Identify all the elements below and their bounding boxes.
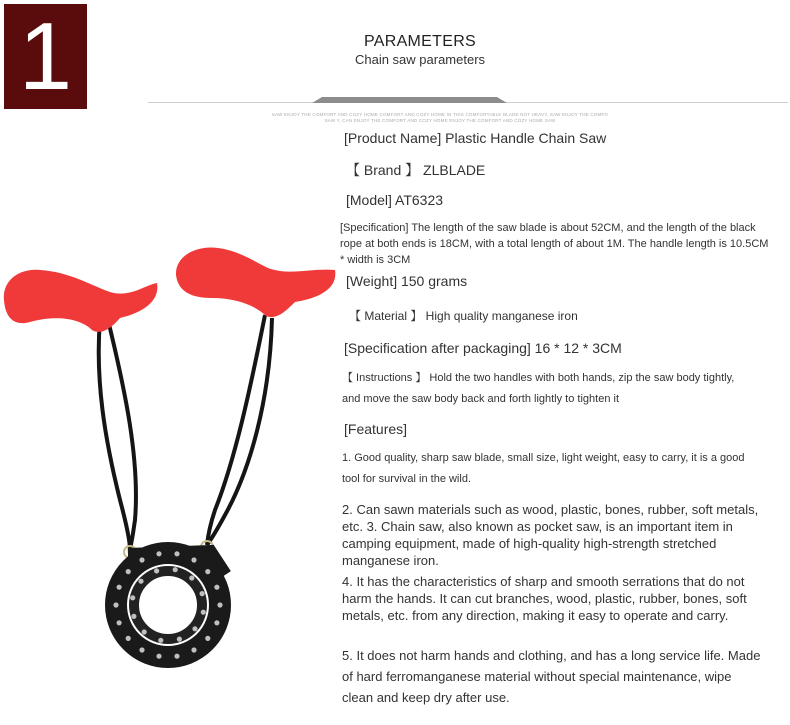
chain-rivet bbox=[205, 569, 210, 574]
chain-rivet bbox=[130, 595, 135, 600]
chain-rivet bbox=[156, 654, 161, 659]
spec-material: 【 Material 】 High quality manganese iron bbox=[349, 309, 578, 323]
chain-rivet bbox=[174, 654, 179, 659]
chain-rivet bbox=[217, 602, 222, 607]
chain-rivet bbox=[177, 637, 182, 642]
chain-rivet bbox=[201, 610, 206, 615]
chain-rivet bbox=[113, 602, 118, 607]
fine-print-line-2: SAW Y, CAN ENJOY THE COMFORT AND COZY HOME ENJOY THE COMFORT AND COZY HOME SAW bbox=[324, 118, 556, 123]
chain-rivet bbox=[158, 638, 163, 643]
page-subtitle: Chain saw parameters bbox=[354, 52, 486, 67]
chain-rivet bbox=[156, 551, 161, 556]
chain-coil bbox=[116, 552, 225, 657]
chain-rivet bbox=[126, 569, 131, 574]
spec-instructions: 【 Instructions 】 Hold the two handles with both hands, zip the saw body tightly, and move the saw body back and forth lightly to tighten it bbox=[342, 372, 735, 405]
spec-packaging: [Specification after packaging] 16 * 12 * 3CM bbox=[344, 340, 622, 356]
right-handle bbox=[176, 247, 335, 317]
features-heading: [Features] bbox=[344, 421, 408, 437]
page-title: PARAMETERS bbox=[363, 33, 477, 50]
spec-product-name: [Product Name] Plastic Handle Chain Saw bbox=[344, 130, 607, 146]
chain-rivet bbox=[214, 585, 219, 590]
chain-rivet bbox=[191, 557, 196, 562]
feature-1: 1. Good quality, sharp saw blade, small size, light weight, easy to carry, it is a good tool for survival in the wild. bbox=[342, 452, 745, 485]
chain-rivet bbox=[154, 568, 159, 573]
chain-rivet bbox=[117, 585, 122, 590]
chain-rivet bbox=[139, 557, 144, 562]
chain-rivet bbox=[173, 567, 178, 572]
feature-5: 5. It does not harm hands and clothing, and has a long service life. Made of hard ferromanganese material without special maintenance, wipe clean and keep dry after use. bbox=[342, 648, 761, 705]
fine-print-line-1: SAW ENJOY THE COMFORT AND COZY HOME COMFORT AND COZY HOME IN THIS COMFORTABLE BLADE NOT HEAVY, SAW ENJOY THE COMFO bbox=[271, 112, 609, 117]
section-number: 1 bbox=[18, 3, 73, 110]
spec-model: [Model] AT6323 bbox=[346, 192, 444, 208]
chain-rivet bbox=[214, 620, 219, 625]
chain-rivet bbox=[117, 620, 122, 625]
chain-rivet bbox=[142, 629, 147, 634]
chain-saw-photo bbox=[0, 230, 340, 670]
chain-rivet bbox=[192, 626, 197, 631]
chain-rivet bbox=[126, 636, 131, 641]
section-number-badge bbox=[4, 4, 87, 109]
chain-rivet bbox=[191, 647, 196, 652]
chain-rivet bbox=[139, 647, 144, 652]
feature-2: 2. Can sawn materials such as wood, plastic, bones, rubber, soft metals, etc. 3. Chain saw, also known as pocket saw, is an important item in camping equipment, made of high-quality high-strength stretched manganese iron. bbox=[342, 502, 759, 568]
spec-brand: 【 Brand 】 ZLBLADE bbox=[346, 162, 486, 178]
chain-rivet bbox=[189, 575, 194, 580]
chain-rivet bbox=[174, 551, 179, 556]
feature-4: 4. It has the characteristics of sharp and smooth serrations that do not harm the hands. It can cut branches, wood, plastic, rubber, bones, soft metals, etc. from any direction, making it easy to operate and carry. bbox=[342, 574, 747, 623]
chain-rivet bbox=[205, 636, 210, 641]
spec-specification: [Specification] The length of the saw blade is about 52CM, and the length of the black rope at both ends is 18CM, with a total length of about 1M. The handle length is 10.5CM * width is 3CM bbox=[340, 222, 769, 266]
spec-weight: [Weight] 150 grams bbox=[346, 273, 468, 289]
chain-rivet bbox=[200, 591, 205, 596]
chain-rivet bbox=[131, 614, 136, 619]
chain-rivet bbox=[138, 579, 143, 584]
left-handle bbox=[4, 270, 158, 332]
divider-tab bbox=[312, 97, 507, 103]
